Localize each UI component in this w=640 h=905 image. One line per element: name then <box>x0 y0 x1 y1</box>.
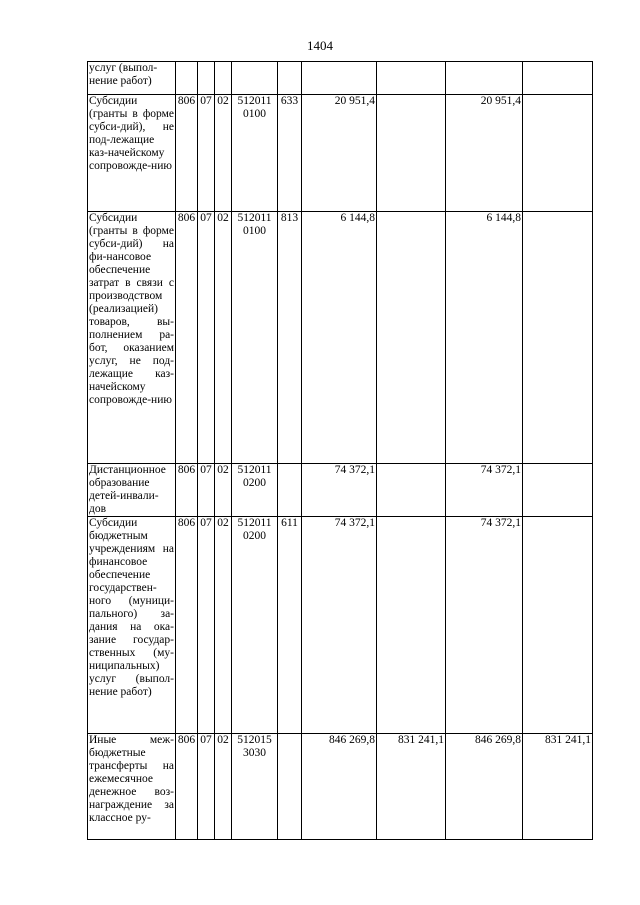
row-name: Дистанционное образование детей-инвали-дов <box>88 464 176 517</box>
page-number: 1404 <box>307 38 333 53</box>
amount-2 <box>377 95 446 212</box>
amount-3: 74 372,1 <box>446 464 523 517</box>
table-row <box>88 95 593 212</box>
amount-1 <box>302 62 377 95</box>
subsection-code: 02 <box>215 464 232 517</box>
ministry-code: 806 <box>176 734 198 840</box>
amount-4 <box>523 62 593 95</box>
target-article-code: 512011 0100 <box>232 212 278 464</box>
target-article-code: 512011 0200 <box>232 464 278 517</box>
amount-3: 74 372,1 <box>446 517 523 734</box>
amount-3: 6 144,8 <box>446 212 523 464</box>
target-article-code: 512015 3030 <box>232 734 278 840</box>
row-name: Субсидии (гранты в форме субси-дий) на фи-нансовое обеспечение затрат в связи с производством (реализацией) товаров, вы-полнением ра-бот, оказанием услуг, не под-лежащие каз-начейскому сопровожде-нию <box>88 212 176 464</box>
row-name: Субсидии (гранты в форме субси-дий), не под-лежащие каз-начейскому сопровожде-нию <box>88 95 176 212</box>
row-name: Субсидии бюджетным учреждениям на финансовое обеспечение государствен-ного (муници-пального) за-дания на ока-зание государ-ственных (му-ниципальных) услуг (выпол-нение работ) <box>88 517 176 734</box>
amount-3: 20 951,4 <box>446 95 523 212</box>
row-name: Иные меж-бюджетные трансферты на ежемесячное денежное воз-награждение за классное ру- <box>88 734 176 840</box>
subsection-code <box>215 62 232 95</box>
budget-table <box>87 61 593 840</box>
amount-1: 74 372,1 <box>302 517 377 734</box>
expense-type-code <box>278 464 302 517</box>
section-code: 07 <box>198 517 215 734</box>
amount-4 <box>523 95 593 212</box>
target-article-code <box>232 62 278 95</box>
amount-2 <box>377 464 446 517</box>
amount-1: 6 144,8 <box>302 212 377 464</box>
expense-type-code <box>278 734 302 840</box>
amount-1: 846 269,8 <box>302 734 377 840</box>
subsection-code: 02 <box>215 212 232 464</box>
expense-type-code <box>278 62 302 95</box>
amount-1: 20 951,4 <box>302 95 377 212</box>
section-code: 07 <box>198 464 215 517</box>
ministry-code <box>176 62 198 95</box>
ministry-code: 806 <box>176 464 198 517</box>
table-row <box>88 62 593 95</box>
row-name: услуг (выпол- нение работ) <box>88 62 176 95</box>
table-row <box>88 517 593 734</box>
section-code: 07 <box>198 212 215 464</box>
ministry-code: 806 <box>176 517 198 734</box>
expense-type-code: 813 <box>278 212 302 464</box>
amount-2 <box>377 517 446 734</box>
amount-3 <box>446 62 523 95</box>
table-row <box>88 212 593 464</box>
amount-2 <box>377 212 446 464</box>
amount-4 <box>523 464 593 517</box>
amount-1: 74 372,1 <box>302 464 377 517</box>
section-code: 07 <box>198 95 215 212</box>
target-article-code: 512011 0200 <box>232 517 278 734</box>
amount-3: 846 269,8 <box>446 734 523 840</box>
expense-type-code: 611 <box>278 517 302 734</box>
section-code <box>198 62 215 95</box>
amount-4 <box>523 517 593 734</box>
table-row <box>88 464 593 517</box>
subsection-code: 02 <box>215 95 232 212</box>
subsection-code: 02 <box>215 734 232 840</box>
ministry-code: 806 <box>176 95 198 212</box>
target-article-code: 512011 0100 <box>232 95 278 212</box>
subsection-code: 02 <box>215 517 232 734</box>
amount-2 <box>377 62 446 95</box>
table-row <box>88 734 593 840</box>
ministry-code: 806 <box>176 212 198 464</box>
amount-2: 831 241,1 <box>377 734 446 840</box>
amount-4 <box>523 212 593 464</box>
amount-4: 831 241,1 <box>523 734 593 840</box>
expense-type-code: 633 <box>278 95 302 212</box>
section-code: 07 <box>198 734 215 840</box>
